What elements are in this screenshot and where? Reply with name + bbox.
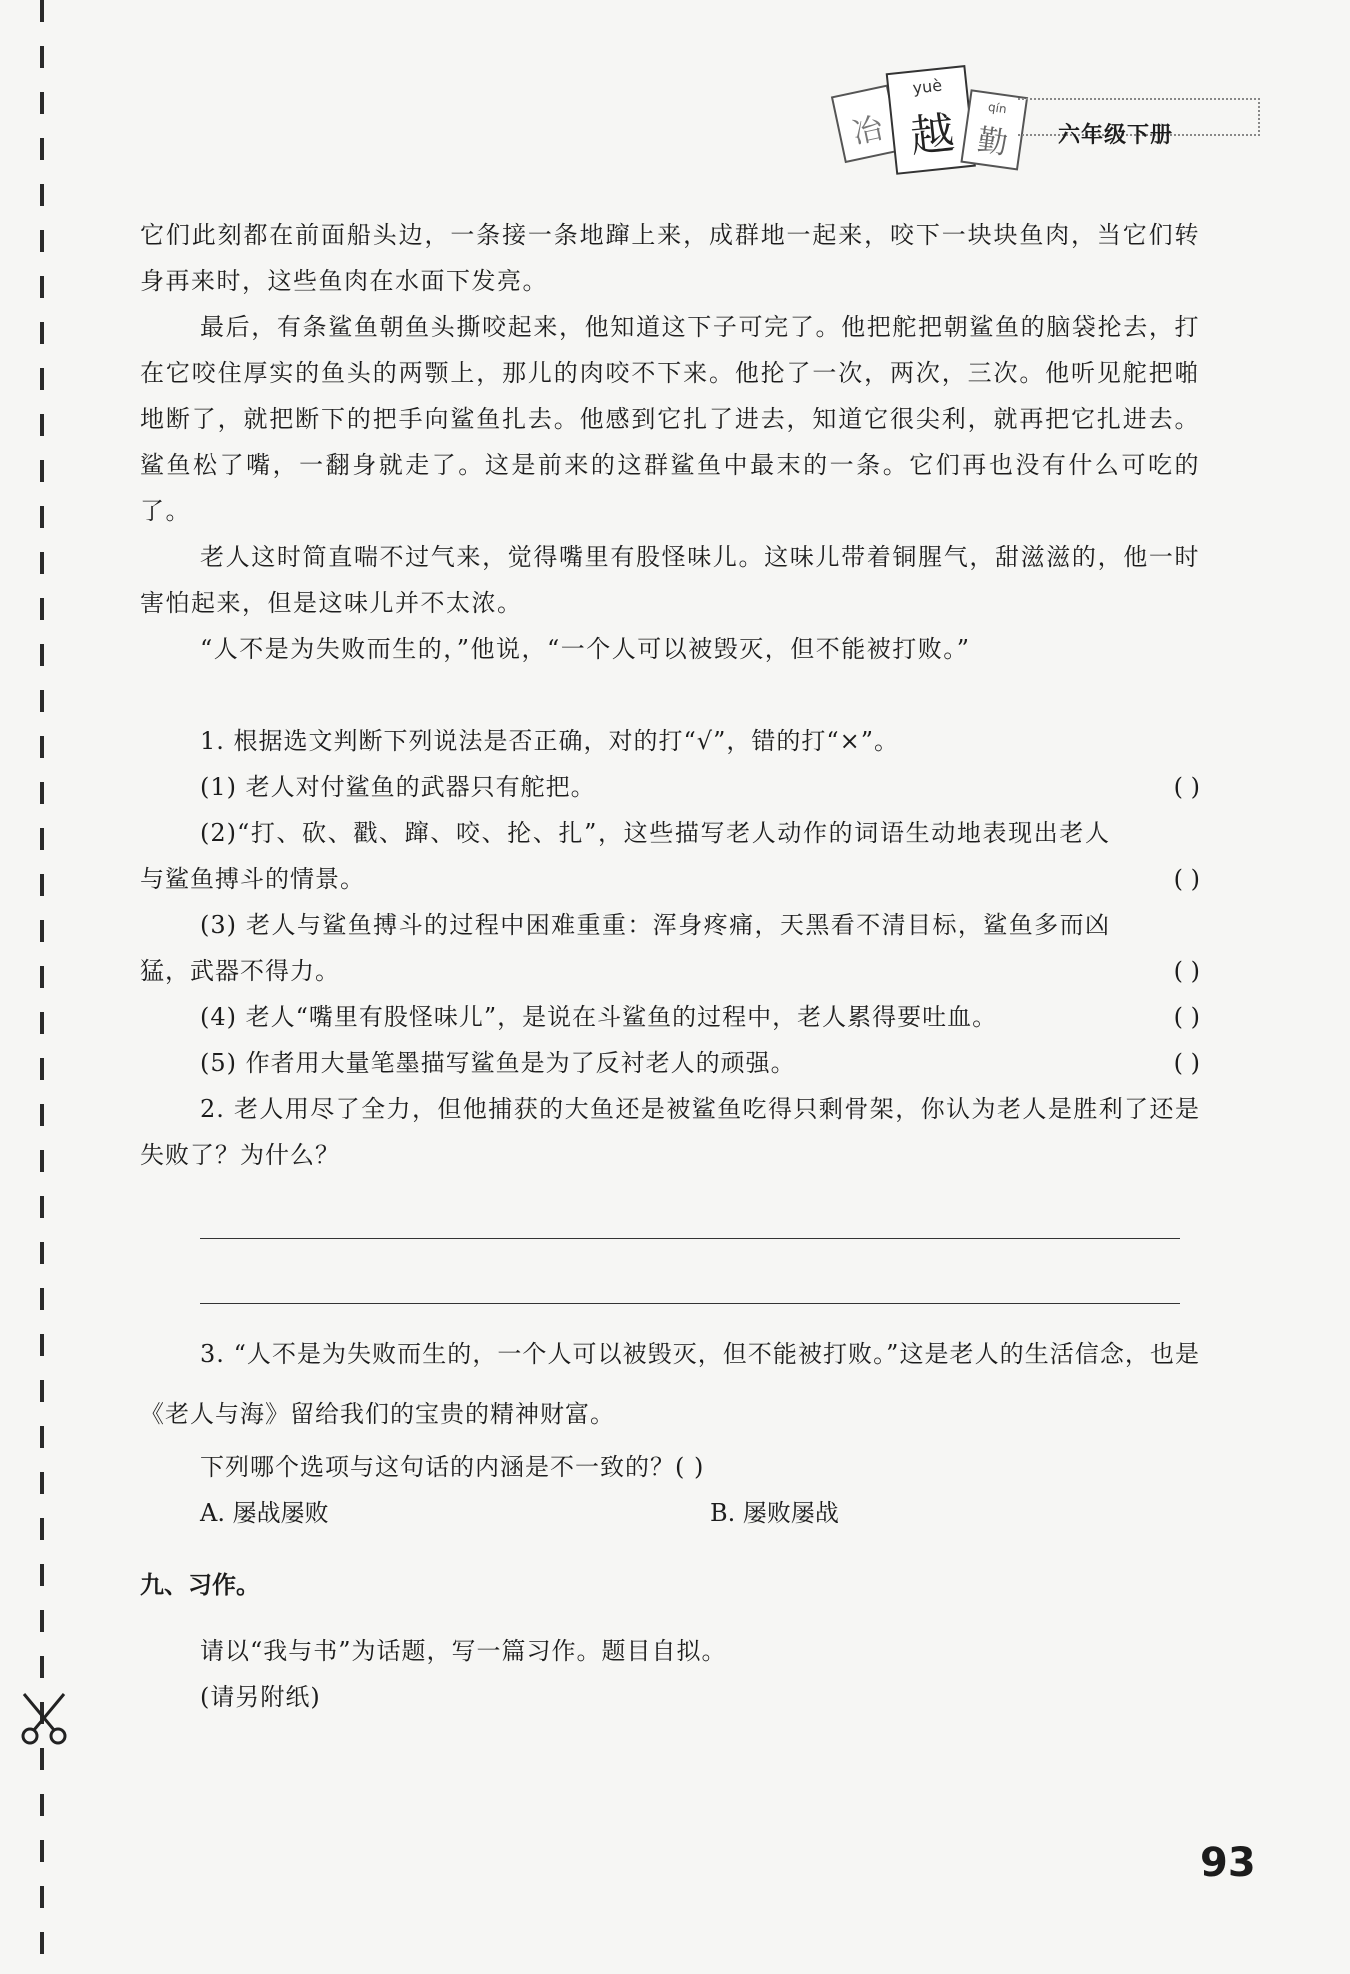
cut-line bbox=[40, 0, 44, 1974]
passage-paragraph-3: 老人这时简直喘不过气来，觉得嘴里有股怪味儿。这味儿带着铜腥气，甜滋滋的，他一时害怕起来，但是这味儿并不太浓。 bbox=[140, 543, 1200, 617]
grade-label: 六年级下册 bbox=[1058, 123, 1174, 148]
section-9-prompt: 请以“我与书”为话题，写一篇习作。题目自拟。 bbox=[200, 1637, 727, 1665]
question-3-options bbox=[140, 1490, 1200, 1536]
item-text: (4) 老人“嘴里有股怪味儿”，是说在斗鲨鱼的过程中，老人累得要吐血。 bbox=[200, 1003, 998, 1031]
header-logo bbox=[830, 62, 1030, 182]
question-1-item bbox=[140, 994, 1200, 1040]
page-number: 93 bbox=[1200, 1840, 1256, 1886]
logo-char-3: 勤 bbox=[975, 122, 1010, 162]
item-text: (3) 老人与鲨鱼搏斗的过程中困难重重：浑身疼痛，天黑看不清目标，鲨鱼多而凶猛，武器不得力。 bbox=[140, 911, 1110, 985]
item-text: (1) 老人对付鲨鱼的武器只有舵把。 bbox=[200, 773, 596, 801]
answer-paren[interactable]: ( ) bbox=[1173, 1003, 1200, 1031]
question-3-stem: 3. “人不是为失败而生的，一个人可以被毁灭，但不能被打败。”这是老人的生活信念，也是《老人与海》留给我们的宝贵的精神财富。 bbox=[140, 1340, 1200, 1428]
option-b[interactable]: B. 屡败屡战 bbox=[710, 1499, 839, 1527]
question-1-stem: 1. 根据选文判断下列说法是否正确，对的打“√”，错的打“×”。 bbox=[200, 727, 900, 755]
answer-paren[interactable]: ( ) bbox=[1173, 773, 1200, 801]
question-3-sub: 下列哪个选项与这句话的内涵是不一致的？( ) bbox=[200, 1453, 705, 1481]
answer-paren[interactable]: ( ) bbox=[1173, 865, 1200, 893]
question-1-item bbox=[140, 902, 1200, 994]
answer-paren[interactable]: ( ) bbox=[1173, 957, 1200, 985]
question-2-stem: 2. 老人用尽了全力，但他捕获的大鱼还是被鲨鱼吃得只剩骨架，你认为老人是胜利了还是失败了？为什么？ bbox=[140, 1095, 1200, 1169]
logo-char-1: 冶 bbox=[849, 110, 887, 152]
option-a[interactable]: A. 屡战屡败 bbox=[200, 1499, 329, 1527]
logo-char-2: 越 bbox=[907, 107, 957, 163]
section-9-title: 九、习作。 bbox=[140, 1571, 260, 1599]
item-text: (2)“打、砍、戳、蹿、咬、抡、扎”，这些描写老人动作的词语生动地表现出老人与鲨鱼搏斗的情景。 bbox=[140, 819, 1110, 893]
passage-paragraph-1: 它们此刻都在前面船头边，一条接一条地蹿上来，成群地一起来，咬下一块块鱼肉，当它们转身再来时，这些鱼肉在水面下发亮。 bbox=[140, 221, 1200, 295]
question-1-item bbox=[140, 810, 1200, 902]
page-content bbox=[140, 212, 1200, 1720]
section-9-note: (请另附纸) bbox=[200, 1683, 321, 1711]
question-1-item bbox=[140, 764, 1200, 810]
answer-paren[interactable]: ( ) bbox=[1173, 1049, 1200, 1077]
question-1-item bbox=[140, 1040, 1200, 1086]
logo-pinyin-2: qín bbox=[987, 99, 1008, 117]
passage-paragraph-4: “人不是为失败而生的，”他说，“一个人可以被毁灭，但不能被打败。” bbox=[200, 635, 971, 663]
logo-pinyin-1: yuè bbox=[911, 75, 943, 98]
item-text: (5) 作者用大量笔墨描写鲨鱼是为了反衬老人的顽强。 bbox=[200, 1049, 796, 1077]
passage-paragraph-2: 最后，有条鲨鱼朝鱼头撕咬起来，他知道这下子可完了。他把舵把朝鲨鱼的脑袋抡去，打在它咬住厚实的鱼头的两颚上，那儿的肉咬不下来。他抡了一次，两次，三次。他听见舵把啪地断了，就把断下的把手向鲨鱼扎去。他感到它扎了进去，知道它很尖利，就再把它扎进去。鲨鱼松了嘴，一翻身就走了。这是前来的这群鲨鱼中最末的一条。它们再也没有什么可吃的了。 bbox=[140, 313, 1200, 525]
scissors-icon bbox=[16, 1690, 72, 1746]
